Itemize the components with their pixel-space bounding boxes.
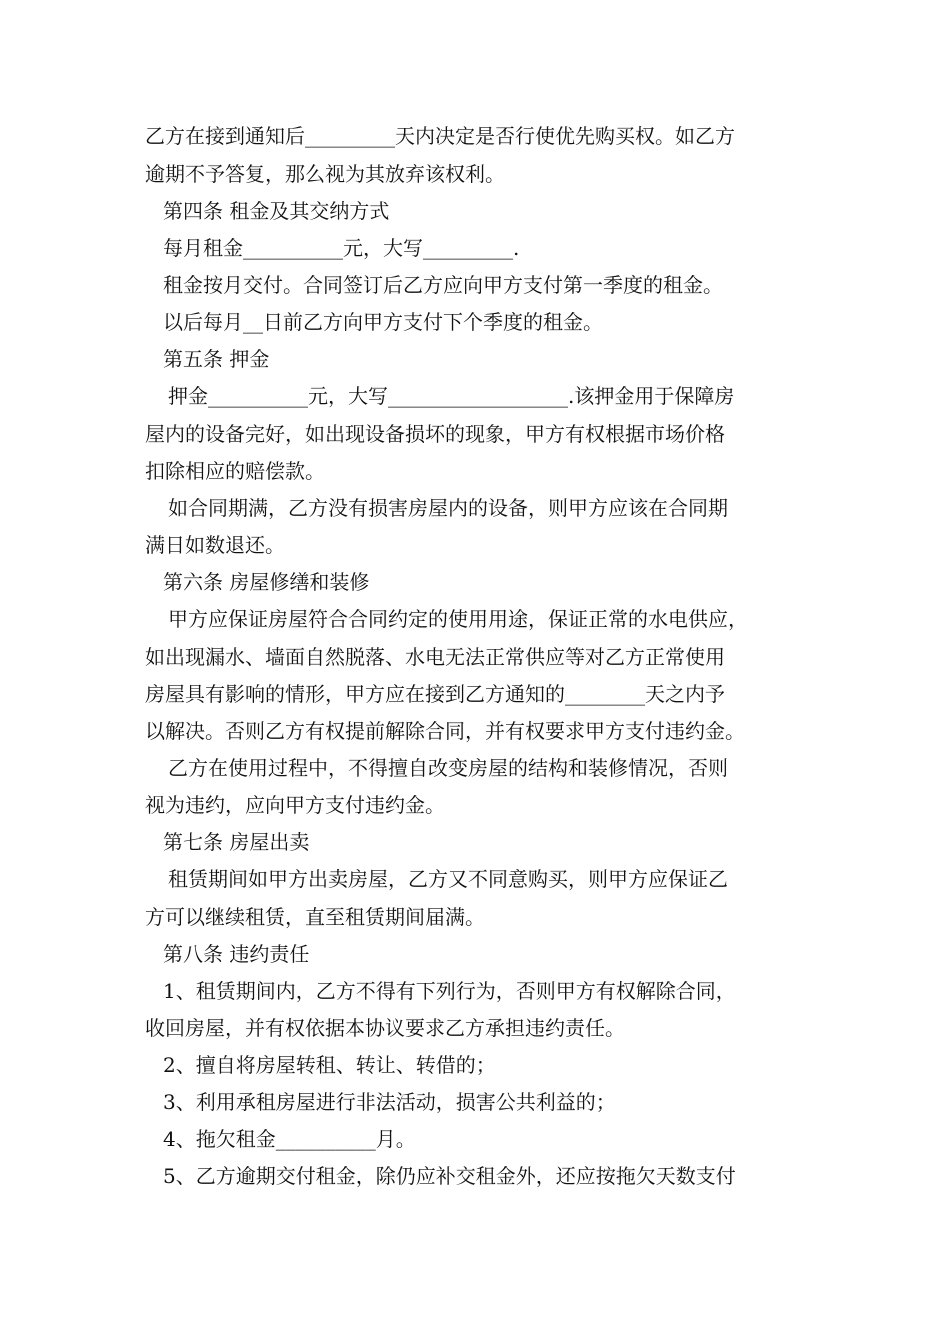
text-line: 每月租金__________元，大写_________.: [163, 236, 520, 260]
text-line: 房屋具有影响的情形，甲方应在接到乙方通知的________天之内予: [145, 682, 725, 706]
text-line: 视为违约，应向甲方支付违约金。: [145, 793, 445, 817]
text-line: 租金按月交付。合同签订后乙方应向甲方支付第一季度的租金。: [163, 273, 723, 297]
text-line: 扣除相应的赔偿款。: [145, 459, 325, 483]
text-line: 如合同期满，乙方没有损害房屋内的设备，则甲方应该在合同期: [168, 496, 728, 520]
text-line: 乙方在接到通知后_________天内决定是否行使优先购买权。如乙方: [145, 124, 735, 148]
section-heading: 第七条 房屋出卖: [163, 830, 310, 854]
list-item: 3、利用承租房屋进行非法活动，损害公共利益的；: [163, 1090, 616, 1114]
section-heading: 第四条 租金及其交纳方式: [163, 199, 390, 223]
text-line: 屋内的设备完好，如出现设备损坏的现象，甲方有权根据市场价格: [145, 422, 725, 446]
text-line: 收回房屋，并有权依据本协议要求乙方承担违约责任。: [145, 1016, 625, 1040]
list-item: 4、拖欠租金__________月。: [163, 1127, 416, 1151]
text-line: 押金__________元，大写__________________.该押金用于保障房: [168, 384, 735, 408]
text-line: 逾期不予答复，那么视为其放弃该权利。: [145, 162, 505, 186]
section-heading: 第六条 房屋修缮和装修: [163, 570, 370, 594]
text-line: 租赁期间如甲方出卖房屋，乙方又不同意购买，则甲方应保证乙: [168, 867, 728, 891]
text-line: 以解决。否则乙方有权提前解除合同，并有权要求甲方支付违约金。: [145, 719, 745, 743]
text-line: 方可以继续租赁，直至租赁期间届满。: [145, 905, 485, 929]
text-line: 乙方在使用过程中，不得擅自改变房屋的结构和装修情况，否则: [168, 756, 728, 780]
list-item: 1、租赁期间内，乙方不得有下列行为，否则甲方有权解除合同，: [163, 979, 736, 1003]
section-heading: 第五条 押金: [163, 347, 270, 371]
list-item: 5、乙方逾期交付租金，除仍应补交租金外，还应按拖欠天数支付: [163, 1164, 736, 1188]
text-line: 以后每月__日前乙方向甲方支付下个季度的租金。: [163, 310, 603, 334]
text-line: 如出现漏水、墙面自然脱落、水电无法正常供应等对乙方正常使用: [145, 645, 725, 669]
list-item: 2、擅自将房屋转租、转让、转借的；: [163, 1053, 496, 1077]
section-heading: 第八条 违约责任: [163, 942, 310, 966]
text-line: 满日如数退还。: [145, 533, 285, 557]
text-line: 甲方应保证房屋符合合同约定的使用用途，保证正常的水电供应，: [168, 607, 748, 631]
